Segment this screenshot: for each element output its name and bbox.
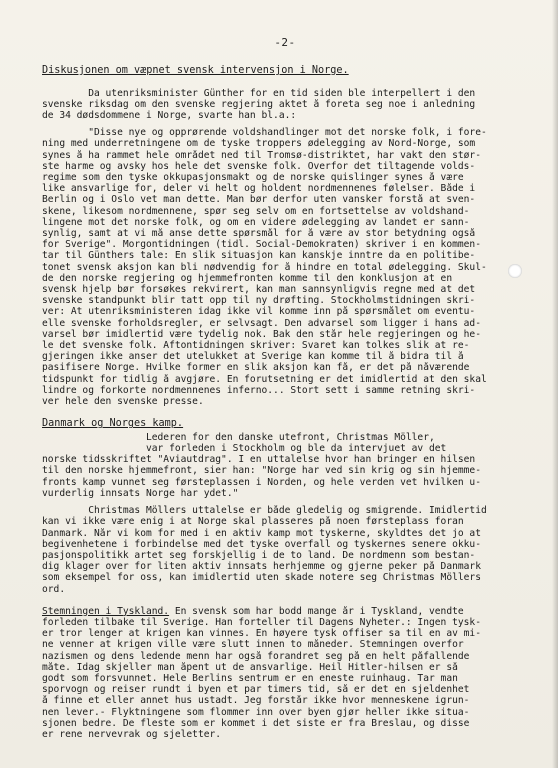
text-line: Berlin og i Oslo vet man dette. Man bør derfor uten vansker forstå at sven- <box>42 194 476 206</box>
text-line: synes å ha rammet hele området ned til Tromsø-distriktet, har vakt den stør- <box>42 149 481 161</box>
text-line: synlig, samt at vi må anse dette spørsmål for å være av stor betydning også <box>42 228 476 240</box>
section-intervention <box>42 65 528 407</box>
text-line: til den norske hjemmefront, sier han: "Norge har ved sin krig og sin hjemme- <box>42 465 481 477</box>
text-line: tar til Günthers tale: En slik situasjon kan kanskje inntre da en politibe- <box>42 250 476 262</box>
text-line: like ansvarlige for, deler vi helt og holdent nordmennenes følelser. Både i <box>42 183 476 195</box>
text-line: tonet svensk aksjon kan bli nødvendig for å hindre en total ødelegging. Skul- <box>42 261 487 273</box>
section-body-intervention <box>42 88 528 408</box>
section-body-denmark <box>42 432 528 595</box>
text-line: var forleden i Stockholm og ble da intervjuet av det <box>42 443 447 455</box>
text-line: forleden tilbake til Sverige. Han forteller til Dagens Nyheter.: Ingen tysk- <box>42 616 481 628</box>
text-line: ver: At utenriksministeren idag ikke vil komme inn på spørsmålet om eventu- <box>42 306 476 318</box>
paragraph <box>42 127 528 407</box>
text-line-rest: En svensk som har bodd mange år i Tyskland, vendte <box>169 605 464 617</box>
text-line: ste harme og avsky hos hele det svenske folk. Overfor det tiltagende volds- <box>42 160 476 172</box>
text-line: sporvogn og reiser rundt i byen et par timers tid, så er det en sjeldenhet <box>42 684 470 696</box>
text-line: ver hele den svenske presse. <box>42 396 204 408</box>
text-line: begivenhetene i forbindelse med det tyske overfall og tyskernes senere okku- <box>42 538 481 550</box>
text-line: måte. Idag skjeller man åpent ut de ansvarlige. Heil Hitler-hilsen er så <box>42 661 458 673</box>
section-heading-denmark: Danmark og Norges kamp. <box>42 418 184 430</box>
text-line: lindre og forkorte nordmennenes inferno... Stort sett i samme retning skri- <box>42 384 476 396</box>
text-line: ord. <box>42 583 66 595</box>
text-line: dig klager over for liten aktiv innsats herhjemme og gjerne peker på Danmark <box>42 561 481 573</box>
text-line <box>42 606 528 617</box>
paragraph <box>42 88 528 122</box>
section-denmark <box>42 418 528 594</box>
section-body-germany <box>42 606 528 740</box>
page-number: -2- <box>274 36 296 49</box>
text-line: Da utenriksminister Günther for en tid siden ble interpellert i den <box>42 87 476 99</box>
text-line: Christmas Möllers uttalelse er både gledelig og smigrende. Imidlertid <box>42 505 487 517</box>
text-line: elle svenske forholdsregler, er selvsagt. Den advarsel som ligger i hans ad- <box>42 317 481 329</box>
text-line: tidspunkt for tidlig å avgjøre. En forutsetning er det imidlertid at den skal <box>42 373 487 385</box>
text-line: fronts kamp vunnet seg førsteplassen i Norden, og hele verden vet hvilken u- <box>42 476 481 488</box>
text-line: ne venner at krigen ville være slutt innen to måneder. Stemningen overfor <box>42 639 464 651</box>
text-line: nen lever.- Flyktningene som flommer inn over byen gjør heller ikke situa- <box>42 706 470 718</box>
text-line: Danmark. Når vi kom for med i en aktiv kamp mot tyskerne, skyldtes det jo at <box>42 527 481 539</box>
text-line: som eksempel for oss, kan imidlertid uten skade notere seg Christmas Möllers <box>42 572 481 584</box>
text-line: ning med underretningene om de tyske troppers ødelegging av Nord-Norge, som <box>42 138 476 150</box>
text-line: er tror lenger at krigen kan vinnes. En høyere tysk offiser sa til en av mi- <box>42 628 481 640</box>
text-line: de 34 dødsdommene i Norge, svarte han bl.a.: <box>42 110 297 121</box>
text-line: skene, likesom nordmennene, spør seg selv om en fortsettelse av voldshand- <box>42 205 470 217</box>
section-germany <box>42 606 528 740</box>
section-heading-intervention: Diskusjonen om væpnet svensk intervensjon i Norge. <box>42 65 349 76</box>
text-line: pasjonspolitikk artet seg forskjellig i de to land. De nordmenn som bestan- <box>42 549 476 561</box>
text-line: le det svenske folk. Aftontidningen skriver: Svaret kan tolkes slik at re- <box>42 340 470 352</box>
text-line: nazismen og dens ledende menn har også forandret seg på en helt påfallende <box>42 650 470 662</box>
text-line: sjonen bedre. De fleste som er kommet i det siste er fra Breslau, og disse <box>42 717 470 729</box>
text-line: er rene nervevrak og sjeletter. <box>42 728 222 740</box>
page-edge-shadow <box>552 0 558 768</box>
paragraph <box>42 505 528 595</box>
section-heading-germany: Stemningen i Tyskland. <box>42 605 170 617</box>
text-line: svenske riksdag om den svenske regjering aktet å foreta seg noe i anledning <box>42 98 476 110</box>
text-line: godt som forsvunnet. Hele Berlins sentrum er en eneste ruinhaug. Tar man <box>42 672 458 684</box>
text-line: lingene mot det norske folk, og om en videre ødelegging av landet er sann- <box>42 216 470 228</box>
paragraph <box>42 432 528 499</box>
text-line: gjeringen ikke anser det utelukket at Sverige kan komme til å bidra til å <box>42 351 464 363</box>
text-line: å finne et eller annet hus ustadt. Jeg forstår ikke hvor menneskene igrun- <box>42 695 470 707</box>
text-line: svensk hjelp bør forsøkes rekvirert, kan man sannsynligvis regne med at det <box>42 284 476 296</box>
text-line: "Disse nye og opprørende voldshandlinger mot det norske folk, i fore- <box>42 127 487 139</box>
text-line: vurderlig innsats Norge har ydet." <box>42 487 239 499</box>
text-line: kan vi ikke være enig i at Norge skal plasseres på noen førsteplass foran <box>42 516 464 528</box>
text-line: svenske standpunkt blir tatt opp til ny drøfting. Stockholmstidningen skri- <box>42 295 476 307</box>
punch-hole <box>508 264 522 278</box>
text-line: pasifisere Norge. Hvilke former en slik aksjon kan få, er det på nåværende <box>42 362 470 374</box>
text-line: varsel bør imidlertid være tydelig nok. Bak den står hele regjeringen og he- <box>42 328 481 340</box>
text-line: regime som den tyske okkupasjonsmakt og de norske quislinger synes å være <box>42 172 464 184</box>
text-line: norske tidsskriftet "Aviautdrag". I en uttalelse hvor han bringer en hilsen <box>42 454 476 466</box>
text-line: Lederen for den danske utefront, Christmas Möller, <box>42 431 435 443</box>
text-line: for Sverige". Morgontidningen (tidl. Social-Demokraten) skriver i en kommen- <box>42 239 481 251</box>
text-line: de den norske regjering og hjemmefronten komme til den konklusjon at en <box>42 272 453 284</box>
